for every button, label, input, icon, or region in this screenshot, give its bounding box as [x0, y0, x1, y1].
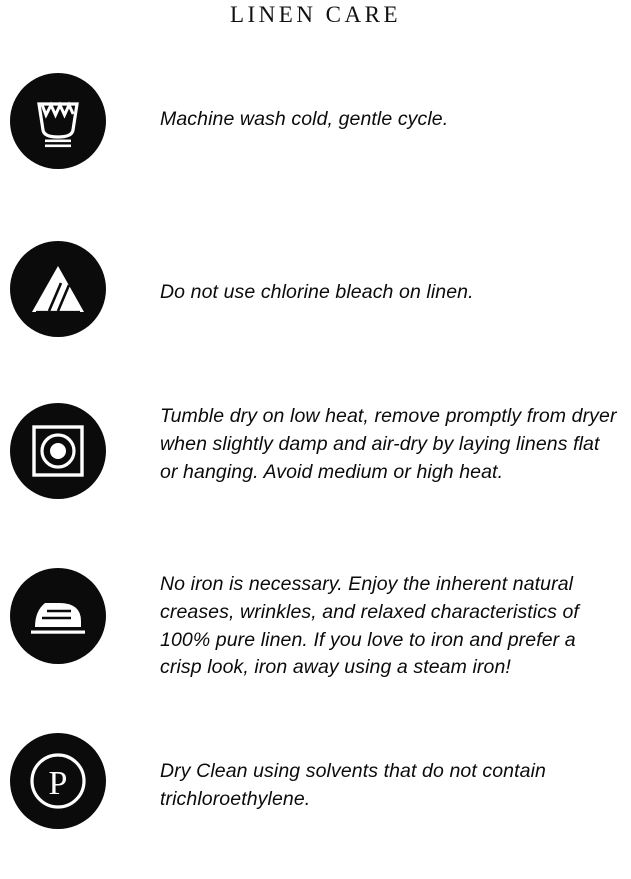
care-text: Tumble dry on low heat, remove promptly from dryer when slightly damp and air-dry by laying linens flat or hanging. Avoid medium or high heat. [160, 405, 617, 483]
list-item [0, 73, 631, 235]
page-title: LINEN CARE [229, 2, 402, 27]
iron-icon [10, 568, 106, 664]
icon-cell [10, 733, 106, 829]
list-item [0, 235, 631, 403]
tumble-dry-square-icon [10, 403, 106, 499]
care-instruction-list [0, 73, 631, 853]
care-text: Do not use chlorine bleach on linen. [160, 281, 474, 304]
care-text: No iron is necessary. Enjoy the inherent natural creases, wrinkles, and relaxed characteristics of 100% pure linen. If you love to iron and prefer a crisp look, iron away using a steam iron! [160, 573, 579, 679]
icon-cell [10, 73, 106, 169]
no-bleach-triangle-icon [10, 241, 106, 337]
svg-text:P: P [48, 765, 68, 803]
wash-tub-icon [10, 73, 106, 169]
care-text: Dry Clean using solvents that do not contain trichloroethylene. [160, 760, 546, 810]
icon-cell [10, 235, 106, 337]
icon-cell [10, 568, 106, 664]
dry-clean-p-circle-icon [10, 733, 106, 829]
list-item [0, 568, 631, 733]
icon-cell [10, 403, 106, 499]
list-item [0, 403, 631, 568]
list-item [0, 733, 631, 853]
care-text: Machine wash cold, gentle cycle. [160, 108, 449, 131]
